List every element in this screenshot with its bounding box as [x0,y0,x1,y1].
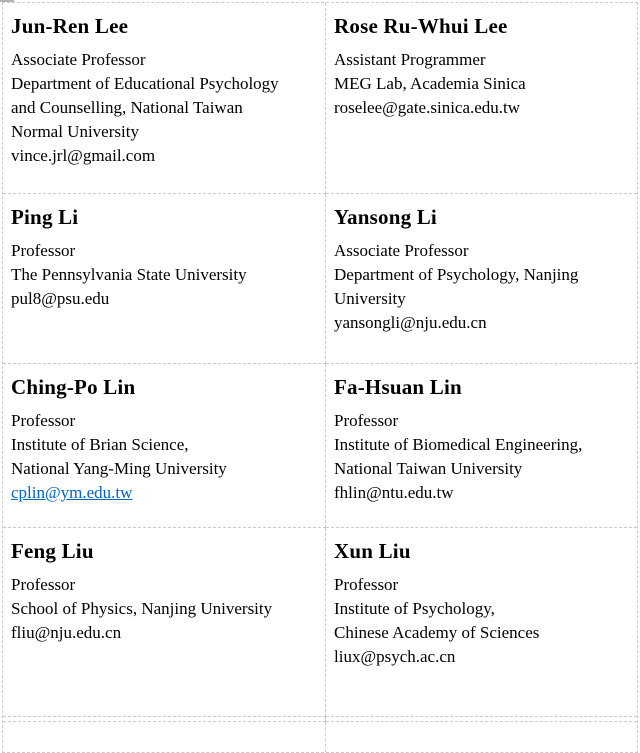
empty-row-cell [3,722,326,752]
contact-card-ching-po-lin [3,364,326,528]
contact-affiliation: Institute of Brian Science, [11,435,189,454]
contact-card-jun-ren-lee [3,3,326,194]
contacts-table [2,2,638,753]
contact-email: vince.jrl@gmail.com [11,146,156,165]
contact-title: Associate Professor [11,50,146,69]
contact-affiliation: National Taiwan University [334,459,523,478]
contact-email: fhlin@ntu.edu.tw [334,483,454,502]
contact-email: liux@psych.ac.cn [334,647,456,666]
contact-name: Ching-Po Lin [11,375,136,399]
contact-affiliation: The Pennsylvania State University [11,265,247,284]
contact-card-feng-liu [3,528,326,717]
contact-name: Yansong Li [334,205,437,229]
contact-card-ping-li [3,194,326,364]
contact-name: Xun Liu [334,539,411,563]
contact-affiliation: Department of Psychology, Nanjing [334,265,579,284]
contact-affiliation: University [334,289,406,308]
contact-email: fliu@nju.edu.cn [11,623,122,642]
contact-affiliation: Institute of Psychology, [334,599,495,618]
contact-title: Professor [334,411,399,430]
contact-card-fa-hsuan-lin [326,364,637,528]
contact-affiliation: Chinese Academy of Sciences [334,623,540,642]
contact-name: Feng Liu [11,539,94,563]
contact-affiliation: School of Physics, Nanjing University [11,599,273,618]
contact-affiliation: National Yang-Ming University [11,459,227,478]
contact-name: Ping Li [11,205,79,229]
contact-name: Fa-Hsuan Lin [334,375,462,399]
contact-email: yansongli@nju.edu.cn [334,313,487,332]
contact-affiliation: and Counselling, National Taiwan [11,98,243,117]
contact-name: Jun-Ren Lee [11,14,129,38]
contact-email: pul8@psu.edu [11,289,110,308]
contact-title: Assistant Programmer [334,50,486,69]
contact-card-xun-liu [326,528,637,717]
contact-title: Professor [11,575,76,594]
empty-row-cell [326,722,637,752]
contact-affiliation: Institute of Biomedical Engineering, [334,435,583,454]
contact-title: Associate Professor [334,241,469,260]
contact-name: Rose Ru-Whui Lee [334,14,508,38]
contact-card-yansong-li [326,194,637,364]
contact-affiliation: MEG Lab, Academia Sinica [334,74,526,93]
contact-affiliation: Department of Educational Psychology [11,74,279,93]
contact-affiliation: Normal University [11,122,139,141]
contact-title: Professor [11,411,76,430]
contact-email: roselee@gate.sinica.edu.tw [334,98,521,117]
contact-title: Professor [334,575,399,594]
email-link[interactable]: cplin@ym.edu.tw [11,483,133,502]
contact-card-rose-ru-whui-lee [326,3,637,194]
contact-title: Professor [11,241,76,260]
